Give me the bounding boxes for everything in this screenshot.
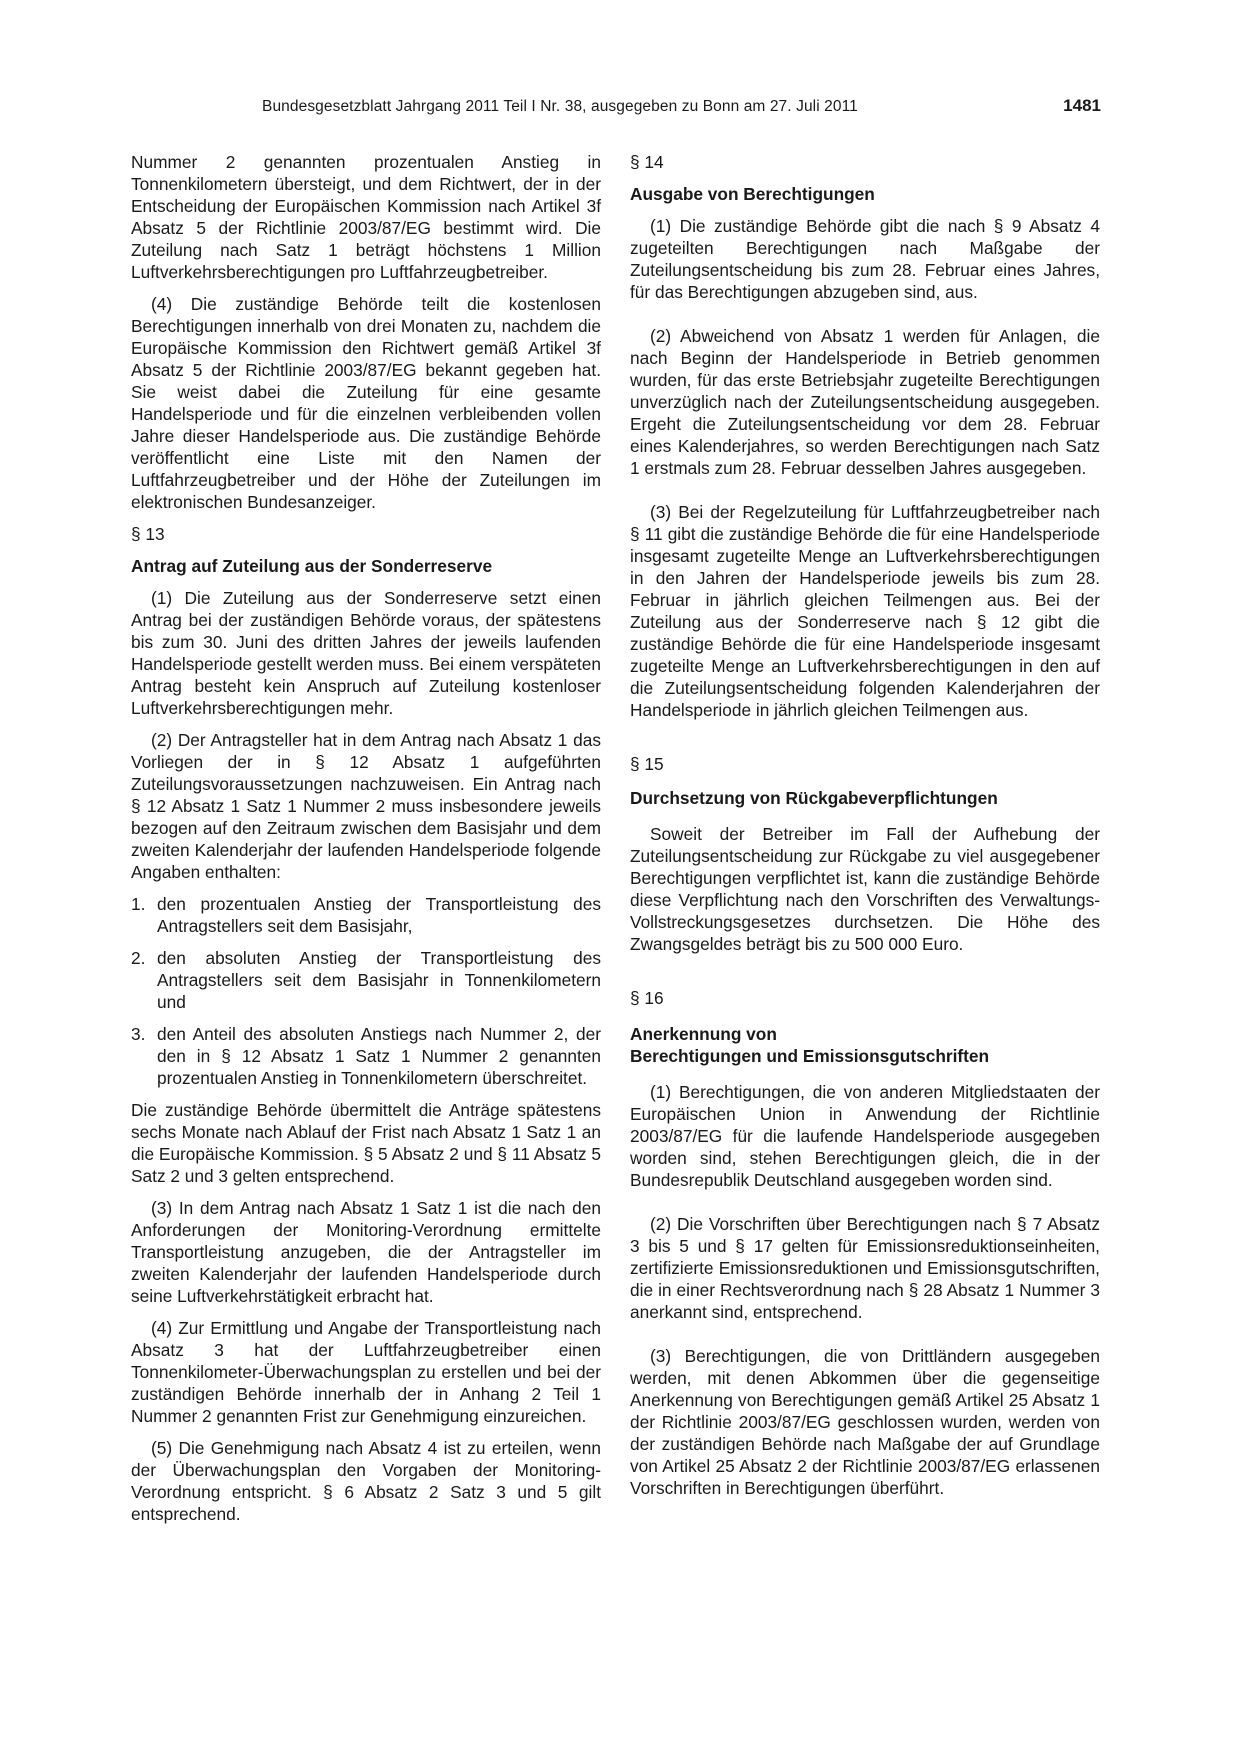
list-item <box>131 893 601 937</box>
paragraph-12-4: (4) Die zuständige Behörde teilt die kostenlosen Berechtigungen innerhalb von drei Monaten zu, nachdem die Europäische Kommission den Richtwert gemäß Artikel 3f Absatz 5 der Richtlinie 2003/87/EG bekannt gegeben hat. Sie weist dabei die Zuteilung für eine gesamte Handelsperiode und für die einzelnen verbleibenden vollen Jahre dieser Handelsperiode aus. Die zuständige Behörde veröffentlicht eine Liste mit den Namen der Luftfahrzeugbetreiber und der Höhe der Zuteilungen im elektronischen Bundesanzeiger. <box>131 294 601 512</box>
list-item <box>131 947 601 1013</box>
list-item <box>131 1023 601 1089</box>
section-14-title: Ausgabe von Berechtigungen <box>630 184 875 204</box>
section-14-number: § 14 <box>630 152 664 172</box>
paragraph-13-2b: Die zuständige Behörde übermittelt die Anträge spätestens sechs Monate nach Ablauf der Frist nach Absatz 1 Satz 1 an die Europäische Kommission. § 5 Absatz 2 und § 11 Absatz 5 Satz 2 und 3 gelten entsprechend. <box>131 1100 601 1186</box>
left-column <box>131 151 601 1535</box>
paragraph-13-1: (1) Die Zuteilung aus der Sonderreserve setzt einen Antrag bei der zuständigen Behörde voraus, der spätestens bis zum 30. Juni des dritten Jahres der jeweils laufenden Handelsperiode gestellt werden muss. Bei einem verspäteten Antrag besteht kein Anspruch auf Zuteilung kostenloser Luftverkehrsberechtigungen mehr. <box>131 588 601 718</box>
paragraph-14-2: (2) Abweichend von Absatz 1 werden für Anlagen, die nach Beginn der Handelsperiode in Betrieb genommen wurden, für das erste Betriebsjahr zugeteilte Berechtigungen unverzüglich nach der Zuteilungsentscheidung ausgegeben. Ergeht die Zuteilungsentscheidung vor dem 28. Februar eines Kalenderjahres, so werden Berechtigungen nach Satz 1 erstmals zum 28. Februar desselben Jahres ausgegeben. <box>630 326 1100 478</box>
paragraph-16-3: (3) Berechtigungen, die von Drittländern ausgegeben werden, mit denen Abkommen über die gegenseitige Anerkennung von Berechtigungen gemäß Artikel 25 Absatz 1 der Richtlinie 2003/87/EG geschlossen wurden, werden von der zuständigen Behörde nach Maßgabe der auf Grundlage von Artikel 25 Absatz 2 der Richtlinie 2003/87/EG erlassenen Vorschriften in Berechtigungen überführt. <box>630 1346 1100 1498</box>
section-16-title-line-1: Anerkennung von <box>630 1024 777 1044</box>
list-item-number: 2. <box>131 948 146 968</box>
section-16-number: § 16 <box>630 988 664 1008</box>
paragraph-14-3: (3) Bei der Regelzuteilung für Luftfahrzeugbetreiber nach § 11 gibt die zuständige Behörde die für eine Handelsperiode insgesamt zugeteilte Menge an Luftverkehrsberechtigungen in den Jahren der Handelsperiode jeweils bis zum 28. Februar in jährlich gleichen Teilmengen aus. Bei der Zuteilung aus der Sonderreserve nach § 12 gibt die zuständige Behörde die für eine Handelsperiode insgesamt zugeteilte Menge an Luftverkehrsberechtigungen in den auf die Zuteilungsentscheidung folgenden Kalenderjahren der Handelsperiode in jährlich gleichen Teilmengen aus. <box>630 502 1100 720</box>
page-number: 1481 <box>1063 96 1101 115</box>
section-13-number: § 13 <box>131 524 165 544</box>
section-13-title: Antrag auf Zuteilung aus der Sonderreserve <box>131 556 493 576</box>
paragraph-16-1: (1) Berechtigungen, die von anderen Mitgliedstaaten der Europäischen Union in Anwendung der Richtlinie 2003/87/EG für die laufende Handelsperiode ausgegeben worden sind, stehen Berechtigungen gleich, die in der Bundesrepublik Deutschland ausgegeben worden sind. <box>630 1082 1100 1190</box>
section-16-title-line-2: Berechtigungen und Emissionsgutschriften <box>630 1046 990 1066</box>
list-item-number: 1. <box>131 894 146 914</box>
list-item-text: den absoluten Anstieg der Transportleistung des Antragstellers seit dem Basisjahr in Tonnenkilometern und <box>157 948 601 1012</box>
list-item-number: 3. <box>131 1024 146 1044</box>
section-15-title: Durchsetzung von Rückgabeverpflichtungen <box>630 788 998 808</box>
paragraph-13-5: (5) Die Genehmigung nach Absatz 4 ist zu erteilen, wenn der Überwachungsplan den Vorgaben der Monitoring-Verordnung entspricht. § 6 Absatz 2 Satz 3 und 5 gilt entsprechend. <box>131 1438 601 1524</box>
paragraph-14-1: (1) Die zuständige Behörde gibt die nach § 9 Absatz 4 zugeteilten Berechtigungen nach Maßgabe der Zuteilungsentscheidung bis zum 28. Februar eines Jahres, für das Berechtigungen abzugeben sind, aus. <box>630 216 1100 302</box>
section-15-number: § 15 <box>630 754 664 774</box>
list-item-text: den Anteil des absoluten Anstiegs nach Nummer 2, der den in § 12 Absatz 1 Satz 1 Nummer 2 genannten prozentualen Anstieg in Tonnenkilometern überschreitet. <box>157 1024 601 1088</box>
header-title: Bundesgesetzblatt Jahrgang 2011 Teil I Nr. 38, ausgegeben zu Bonn am 27. Juli 2011 <box>262 98 858 115</box>
paragraph-13-3: (3) In dem Antrag nach Absatz 1 Satz 1 ist die nach den Anforderungen der Monitoring-Verordnung ermittelte Transportleistung anzugeben, die der Antragsteller im zweiten Kalenderjahr der laufenden Handelsperiode durch seine Luftverkehrstätigkeit erbracht hat. <box>131 1198 601 1306</box>
page-header <box>130 98 1101 122</box>
right-column <box>630 151 1100 1509</box>
paragraph-13-4: (4) Zur Ermittlung und Angabe der Transportleistung nach Absatz 3 hat der Luftfahrzeugbetreiber einen Tonnenkilometer-Überwachungsplan zu erstellen und bei der zuständigen Behörde innerhalb der in Anhang 2 Teil 1 Nummer 2 genannten Frist zur Genehmigung einzureichen. <box>131 1318 601 1426</box>
paragraph-16-2: (2) Die Vorschriften über Berechtigungen nach § 7 Absatz 3 bis 5 und § 17 gelten für Emissionsreduktionseinheiten, zertifizierte Emissionsreduktionen und Emissionsgutschriften, die in einer Rechtsverordnung nach § 28 Absatz 1 Nummer 3 anerkannt sind, entsprechend. <box>630 1214 1100 1322</box>
paragraph-continued: Nummer 2 genannten prozentualen Anstieg in Tonnenkilometern übersteigt, und dem Richtwert, der in der Entscheidung der Europäischen Kommission nach Artikel 3f Absatz 5 der Richtlinie 2003/87/EG bestimmt wird. Die Zuteilung nach Satz 1 beträgt höchstens 1 Million Luftverkehrsberechtigungen pro Luftfahrzeugbetreiber. <box>131 152 601 282</box>
list-item-text: den prozentualen Anstieg der Transportleistung des Antragstellers seit dem Basisjahr, <box>157 894 601 936</box>
paragraph-13-2: (2) Der Antragsteller hat in dem Antrag nach Absatz 1 das Vorliegen der in § 12 Absatz 1 aufgeführten Zuteilungsvoraussetzungen nachzuweisen. Ein Antrag nach § 12 Absatz 1 Satz 1 Nummer 2 muss insbesondere jeweils bezogen auf den Zeitraum zwischen dem Basisjahr und dem zweiten Kalenderjahr der laufenden Handelsperiode folgende Angaben enthalten: <box>131 730 601 882</box>
paragraph-15: Soweit der Betreiber im Fall der Aufhebung der Zuteilungsentscheidung zur Rückgabe zu viel ausgegebener Berechtigungen verpflichtet ist, kann die zuständige Behörde diese Verpflichtung nach den Vorschriften des Verwaltungs-Vollstreckungsgesetzes durchsetzen. Die Höhe des Zwangsgeldes beträgt bis zu 500 000 Euro. <box>630 824 1100 954</box>
